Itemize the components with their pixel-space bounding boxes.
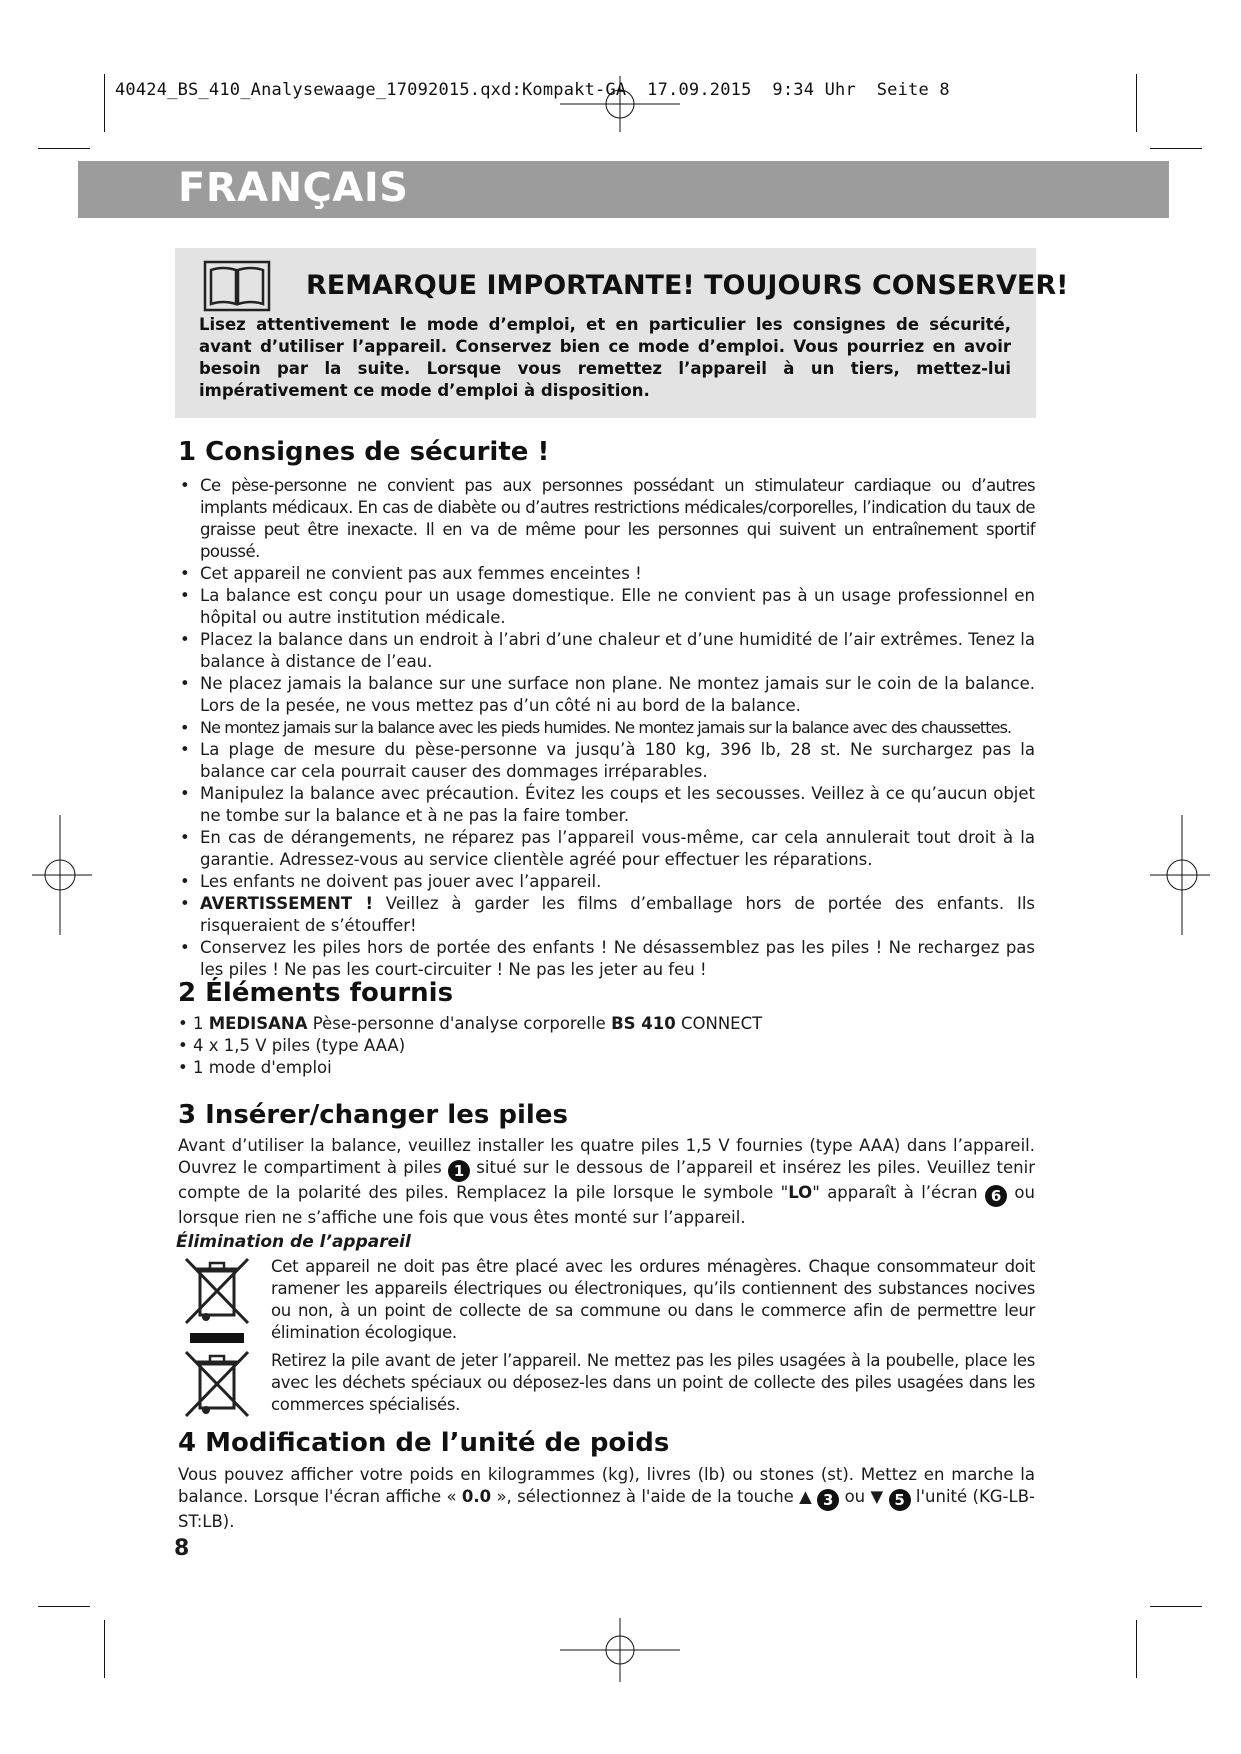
product-description: Pèse-personne d'analyse corporelle bbox=[307, 1014, 612, 1033]
section-heading-contents: 2 Éléments fournis bbox=[178, 978, 454, 1008]
crop-mark bbox=[104, 1620, 105, 1678]
disposal-paragraph-device: Cet appareil ne doit pas être placé avec les ordures ménagères. Chaque consommateur doit ramener les appareils électriques ou électroniques, qu’ils contiennent des substances nocives ou non, à un point de collecte de sa commune ou dans le commerce afin de permettre leur élimination écologique. bbox=[271, 1257, 1035, 1342]
crop-mark bbox=[1136, 74, 1137, 132]
text-run: " apparaît à l’écran bbox=[812, 1183, 986, 1202]
model-suffix: CONNECT bbox=[675, 1014, 763, 1033]
crop-mark bbox=[1150, 148, 1202, 149]
contents-list bbox=[178, 1013, 1035, 1079]
batteries-paragraph bbox=[178, 1135, 1035, 1229]
list-item: • La plage de mesure du pèse-personne va jusqu’à 180 kg, 396 lb, 28 st. Ne surchargez pas la balance car cela pourrait causer des dommages irréparables. bbox=[178, 739, 1035, 783]
list-item: • Manipulez la balance avec précaution. Évitez les coups et les secousses. Veillez à ce qu’aucun objet ne tombe sur la balance et à ne pas la faire tomber. bbox=[178, 783, 1035, 827]
disposal-heading: Élimination de l’appareil bbox=[176, 1232, 411, 1252]
language-label: FRANÇAIS bbox=[178, 165, 409, 211]
callout-badge: 6 bbox=[985, 1185, 1007, 1207]
list-item-warning bbox=[178, 893, 1035, 937]
list-item: • Ce pèse-personne ne convient pas aux personnes possédant un stimulateur cardiaque ou d’autres implants médicaux. En cas de diabète ou d’autres restrictions médicales/corporelles, l’indication du taux de graisse peut être inexacte. Il en va de même pour les personnes qui suivent un entraînement sportif poussé. bbox=[178, 475, 1035, 563]
page-number: 8 bbox=[174, 1536, 190, 1561]
text-run: », sélectionnez à l'aide de la touche ▲ bbox=[491, 1487, 818, 1506]
warning-text: Veillez à garder les films d’emballage hors de portée des enfants. Ils risqueraient de s’étouffer! bbox=[200, 894, 1035, 935]
bin-bar bbox=[190, 1333, 244, 1343]
list-bullet-text: • 1 bbox=[178, 1014, 209, 1033]
model-name: BS 410 bbox=[611, 1014, 676, 1033]
list-item: • Ne placez jamais la balance sur une surface non plane. Ne montez jamais sur le coin de la balance. Lors de la pesée, ne vous mettez pas d’un côté ni au bord de la balance. bbox=[178, 673, 1035, 717]
text-run: Avant d’utiliser la balance, veuillez installer les quatre piles 1,5 V fournies (type AAA) dans l’appareil. Ouvrez le compartiment à piles bbox=[178, 1136, 1035, 1177]
important-note-body: Lisez attentivement le mode d’emploi, et en particulier les consignes de sécurité, avant d’utiliser l’appareil. Conservez bien ce mode d’emploi. Vous pourriez en avoir besoin par la suite. Lorsque vous remettez l’appareil à un tiers, mettez-lui impérativement ce mode d’emploi à disposition. bbox=[199, 315, 1011, 400]
brand-name: MEDISANA bbox=[208, 1014, 308, 1033]
list-item bbox=[178, 1013, 1035, 1035]
list-item: • 4 x 1,5 V piles (type AAA) bbox=[178, 1036, 406, 1055]
list-item: • Placez la balance dans un endroit à l’abri d’une chaleur et d’une humidité de l’air extrêmes. Tenez la balance à distance de l’eau. bbox=[178, 629, 1035, 673]
list-item: • Cet appareil ne convient pas aux femmes enceintes ! bbox=[178, 563, 1035, 585]
text-run: l'unité (KG-LB-ST:LB). bbox=[178, 1487, 1035, 1531]
text-run: ou lorsque rien ne s’affiche une fois que vous êtes monté sur l’appareil. bbox=[178, 1183, 1035, 1227]
book-icon bbox=[203, 260, 271, 312]
list-item: • Conservez les piles hors de portée des enfants ! Ne désassemblez pas les piles ! Ne rechargez pas les piles ! Ne pas les court-circuiter ! Ne pas les jeter au feu ! bbox=[178, 937, 1035, 981]
list-item: • En cas de dérangements, ne réparez pas l’appareil vous-même, car cela annulerait tout droit à la garantie. Adressez-vous au service clientèle agréé pour effectuer les réparations. bbox=[178, 827, 1035, 871]
list-item: • Ne montez jamais sur la balance avec les pieds humides. Ne montez jamais sur la balance avec des chaussettes. bbox=[178, 717, 1035, 739]
crop-mark bbox=[104, 74, 105, 132]
registration-mark-bottom bbox=[560, 1618, 680, 1682]
callout-badge: 1 bbox=[448, 1160, 470, 1182]
section-heading-batteries: 3 Insérer/changer les piles bbox=[178, 1100, 568, 1130]
important-note-box bbox=[175, 248, 1069, 418]
list-item: • 1 mode d'emploi bbox=[178, 1058, 332, 1077]
crossed-bin-battery-icon bbox=[182, 1346, 252, 1418]
crop-mark bbox=[38, 1606, 90, 1607]
important-note-title: REMARQUE IMPORTANTE! TOUJOURS CONSERVER! bbox=[306, 270, 1069, 301]
section-heading-safety: 1 Consignes de sécurite ! bbox=[178, 437, 550, 467]
safety-list bbox=[178, 475, 1035, 981]
text-run: situé sur le dessous de l’appareil et insérez les piles. Veuillez tenir compte de la polarité des piles. Remplacez la pile lorsque le symbole " bbox=[178, 1158, 1036, 1202]
warning-label: AVERTISSEMENT ! bbox=[200, 894, 373, 913]
crossed-bin-icon bbox=[182, 1253, 252, 1325]
display-value: 0.0 bbox=[461, 1487, 492, 1506]
callout-badge: 3 bbox=[817, 1489, 839, 1511]
list-item: • Les enfants ne doivent pas jouer avec l’appareil. bbox=[178, 871, 1035, 893]
crop-mark bbox=[38, 148, 90, 149]
text-run: ou ▼ bbox=[839, 1487, 889, 1506]
text-run: Vous pouvez afficher votre poids en kilogrammes (kg), livres (lb) ou stones (st). Mettez en marche la balance. Lorsque l'écran affiche « bbox=[178, 1465, 1035, 1506]
callout-badge: 5 bbox=[889, 1489, 911, 1511]
crop-mark bbox=[1136, 1620, 1137, 1678]
disposal-paragraph-battery: Retirez la pile avant de jeter l’appareil. Ne mettez pas les piles usagées à la poubelle, place les avec les déchets spéciaux ou déposez-les dans un point de collecte des piles usagées dans les commerces spécialisés. bbox=[271, 1351, 1035, 1414]
language-banner bbox=[78, 161, 1169, 218]
weight-unit-paragraph bbox=[178, 1464, 1035, 1533]
section-heading-weight-unit: 4 Modification de l’unité de poids bbox=[178, 1428, 670, 1458]
registration-mark-left bbox=[32, 815, 92, 935]
list-item: • La balance est conçu pour un usage domestique. Elle ne convient pas à un usage professionnel en hôpital ou autre institution médicale. bbox=[178, 585, 1035, 629]
lo-symbol: LO bbox=[788, 1183, 813, 1202]
crop-mark bbox=[1150, 1606, 1202, 1607]
file-slug-line: 40424_BS_410_Analysewaage_17092015.qxd:Kompakt-GA 17.09.2015 9:34 Uhr Seite 8 bbox=[115, 80, 950, 100]
registration-mark-right bbox=[1150, 815, 1210, 935]
